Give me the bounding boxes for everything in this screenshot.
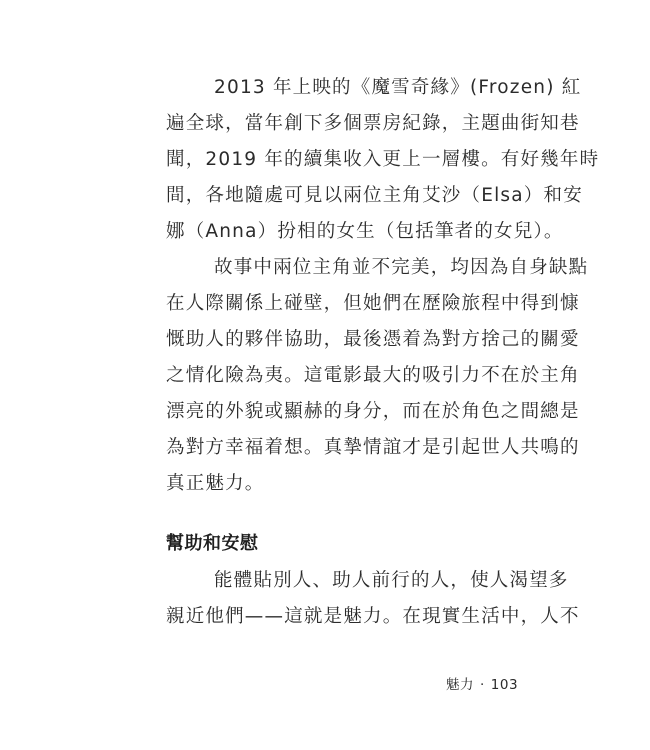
text-line: 聞，2019 年的續集收入更上一層樓。有好幾年時 bbox=[166, 149, 600, 170]
paragraph-help-comfort bbox=[166, 563, 580, 635]
text-line: 在人際關係上碰壁，但她們在歷險旅程中得到慷 bbox=[166, 293, 580, 314]
text-line: 為對方幸福着想。真摯情誼才是引起世人共鳴的 bbox=[166, 437, 580, 458]
text-line: 故事中兩位主角並不完美，均因為自身缺點 bbox=[214, 257, 589, 278]
text-line: 2013 年上映的《魔雪奇緣》(Frozen) 紅 bbox=[214, 77, 582, 98]
text-line: 漂亮的外貌或顯赫的身分，而在於角色之間總是 bbox=[166, 401, 580, 422]
section-heading: 幫助和安慰 bbox=[166, 533, 259, 554]
text-line: 遍全球，當年創下多個票房紀錄，主題曲街知巷 bbox=[166, 113, 580, 134]
paragraph-story-analysis bbox=[166, 250, 589, 502]
page-footer bbox=[446, 673, 518, 693]
text-line: 間，各地隨處可見以兩位主角艾沙（Elsa）和安 bbox=[166, 185, 583, 206]
text-line: 親近他們——這就是魅力。在現實生活中，人不 bbox=[166, 606, 580, 627]
text-line: 之情化險為夷。這電影最大的吸引力不在於主角 bbox=[166, 365, 580, 386]
page-number: 103 bbox=[490, 677, 519, 693]
text-line: 真正魅力。 bbox=[166, 473, 265, 494]
chapter-title: 魅力 bbox=[446, 677, 474, 693]
text-line: 娜（Anna）扮相的女生（包括筆者的女兒）。 bbox=[166, 221, 564, 242]
text-line: 能體貼別人、助人前行的人，使人渴望多 bbox=[214, 570, 569, 591]
paragraph-frozen-intro bbox=[166, 70, 600, 250]
text-line: 慨助人的夥伴協助，最後憑着為對方捨己的關愛 bbox=[166, 329, 580, 350]
footer-separator: · bbox=[480, 677, 485, 693]
